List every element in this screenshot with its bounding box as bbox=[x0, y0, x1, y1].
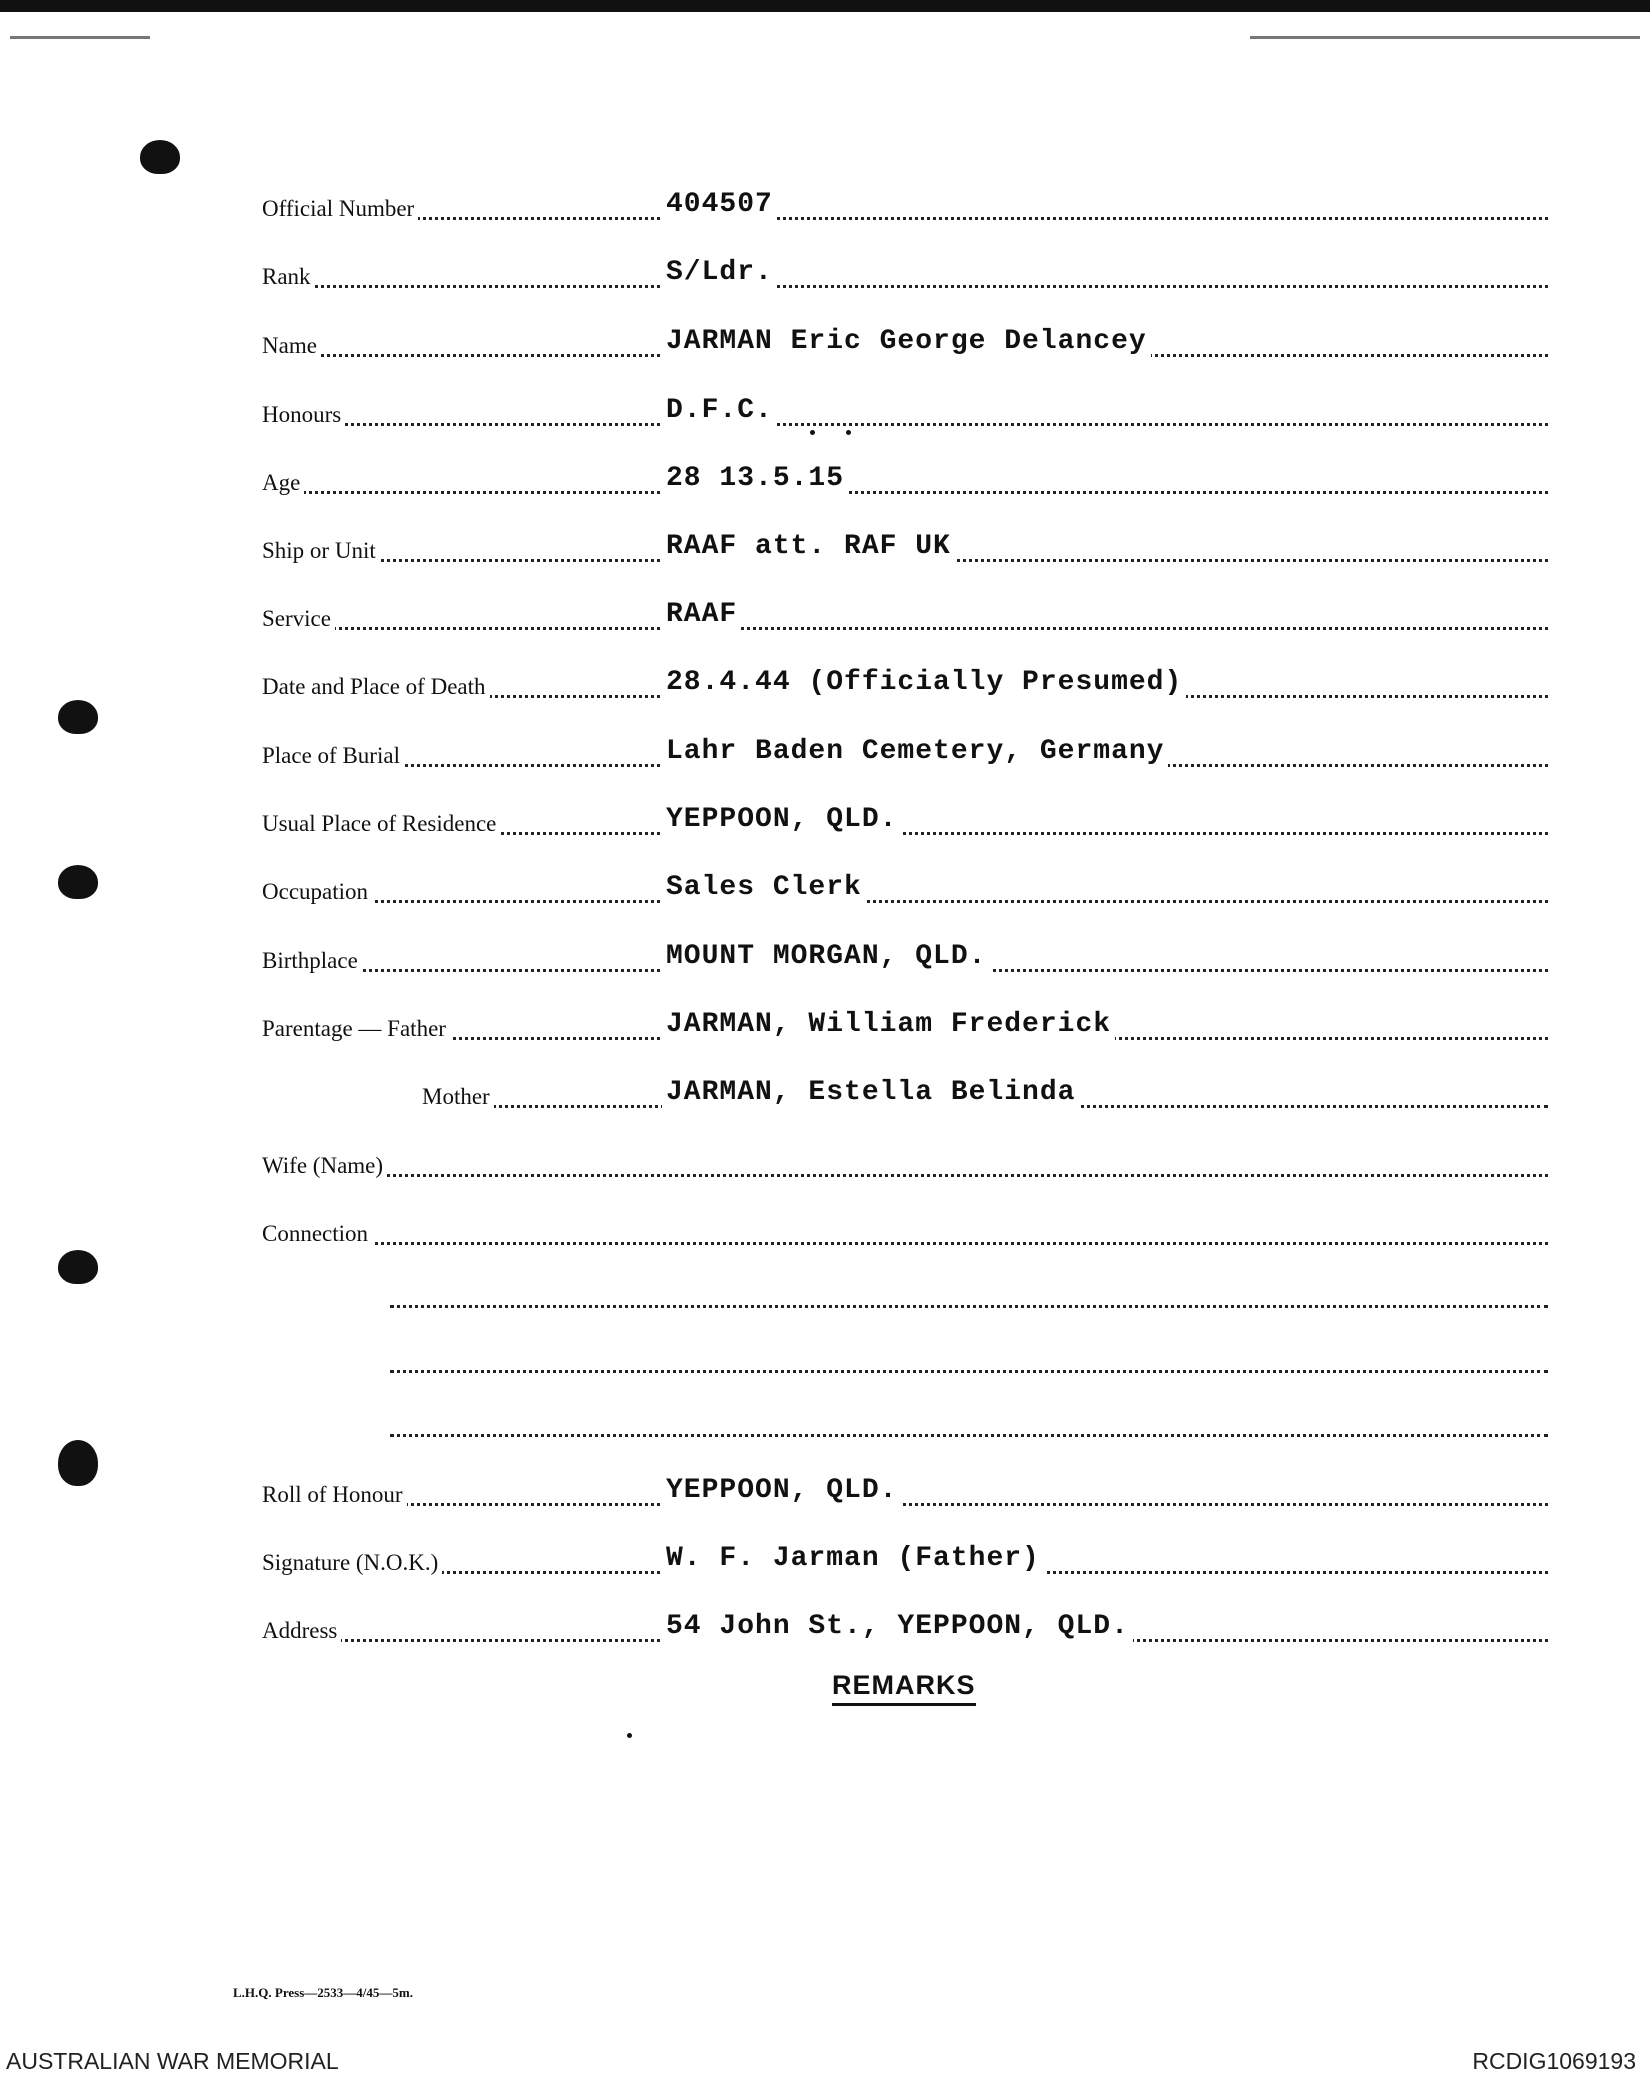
field-label: Age bbox=[262, 470, 304, 496]
printer-note: L.H.Q. Press—2533—4/45—5m. bbox=[233, 1985, 413, 2000]
form-row bbox=[0, 1213, 1650, 1253]
field-value: RAAF bbox=[662, 599, 741, 630]
field-value: 28.4.44 (Officially Presumed) bbox=[662, 667, 1186, 698]
form-row bbox=[0, 1276, 1650, 1316]
field-value: JARMAN Eric George Delancey bbox=[662, 326, 1151, 357]
field-value: D.F.C. bbox=[662, 395, 777, 426]
field-label: Ship or Unit bbox=[262, 538, 380, 564]
form-row bbox=[0, 803, 1650, 843]
field-label: Connection bbox=[262, 1221, 372, 1247]
field-value: W. F. Jarman (Father) bbox=[662, 1543, 1044, 1574]
dotted-leader bbox=[390, 1434, 1548, 1437]
form-row bbox=[0, 256, 1650, 296]
field-value: YEPPOON, QLD. bbox=[662, 804, 901, 835]
field-label: Parentage — Father bbox=[262, 1016, 450, 1042]
form-row bbox=[0, 1542, 1650, 1582]
footer-source: AUSTRALIAN WAR MEMORIAL bbox=[6, 2048, 339, 2074]
field-value: MOUNT MORGAN, QLD. bbox=[662, 941, 990, 972]
dotted-leader bbox=[272, 1242, 1548, 1245]
form-row bbox=[0, 1341, 1650, 1381]
field-label: Rank bbox=[262, 264, 315, 290]
form-row bbox=[0, 1008, 1650, 1048]
dotted-leader bbox=[272, 491, 1548, 494]
field-label: Birthplace bbox=[262, 948, 362, 974]
form-row bbox=[0, 530, 1650, 570]
dotted-leader bbox=[390, 1305, 1548, 1308]
dotted-leader bbox=[390, 1370, 1548, 1373]
field-label: Honours bbox=[262, 402, 345, 428]
form-row bbox=[0, 188, 1650, 228]
field-label: Roll of Honour bbox=[262, 1482, 407, 1508]
form-row bbox=[0, 1076, 1650, 1116]
field-label: Name bbox=[262, 333, 321, 359]
field-value: JARMAN, Estella Belinda bbox=[662, 1077, 1079, 1108]
field-label: Date and Place of Death bbox=[262, 674, 490, 700]
field-value: 54 John St., YEPPOON, QLD. bbox=[662, 1611, 1133, 1642]
footer-id: RCDIG1069193 bbox=[1472, 2048, 1636, 2074]
field-value: S/Ldr. bbox=[662, 257, 777, 288]
form-row bbox=[0, 735, 1650, 775]
dotted-leader bbox=[272, 285, 1548, 288]
field-label: Occupation bbox=[262, 879, 372, 905]
dotted-leader bbox=[272, 627, 1548, 630]
form-row bbox=[0, 871, 1650, 911]
remarks-heading: REMARKS bbox=[832, 1670, 976, 1706]
form-row bbox=[0, 325, 1650, 365]
field-value: RAAF att. RAF UK bbox=[662, 531, 955, 562]
field-value: Sales Clerk bbox=[662, 872, 866, 903]
field-value: 28 13.5.15 bbox=[662, 463, 848, 494]
field-label: Mother bbox=[422, 1084, 494, 1110]
scan-artifact bbox=[10, 36, 150, 39]
form-row bbox=[0, 1145, 1650, 1185]
scan-top-edge bbox=[0, 0, 1650, 12]
dotted-leader bbox=[272, 1174, 1548, 1177]
field-value: YEPPOON, QLD. bbox=[662, 1475, 901, 1506]
field-label: Signature (N.O.K.) bbox=[262, 1550, 442, 1576]
form-row bbox=[0, 940, 1650, 980]
speck bbox=[627, 1733, 632, 1738]
form-row bbox=[0, 394, 1650, 434]
field-label: Place of Burial bbox=[262, 743, 404, 769]
form-row bbox=[0, 1610, 1650, 1650]
form-row bbox=[0, 598, 1650, 638]
field-label: Wife (Name) bbox=[262, 1153, 387, 1179]
field-label: Usual Place of Residence bbox=[262, 811, 500, 837]
form-row bbox=[0, 1474, 1650, 1514]
field-value: 404507 bbox=[662, 189, 777, 220]
field-label: Official Number bbox=[262, 196, 418, 222]
dotted-leader bbox=[272, 1503, 1548, 1506]
field-value: JARMAN, William Frederick bbox=[662, 1009, 1115, 1040]
field-label: Address bbox=[262, 1618, 341, 1644]
field-label: Service bbox=[262, 606, 335, 632]
field-value: Lahr Baden Cemetery, Germany bbox=[662, 736, 1168, 767]
form-row bbox=[0, 462, 1650, 502]
form-row bbox=[0, 1405, 1650, 1445]
dotted-leader bbox=[272, 217, 1548, 220]
dotted-leader bbox=[272, 423, 1548, 426]
dotted-leader bbox=[272, 900, 1548, 903]
form-row bbox=[0, 666, 1650, 706]
punch-hole bbox=[140, 140, 180, 174]
scan-artifact bbox=[1250, 36, 1640, 39]
